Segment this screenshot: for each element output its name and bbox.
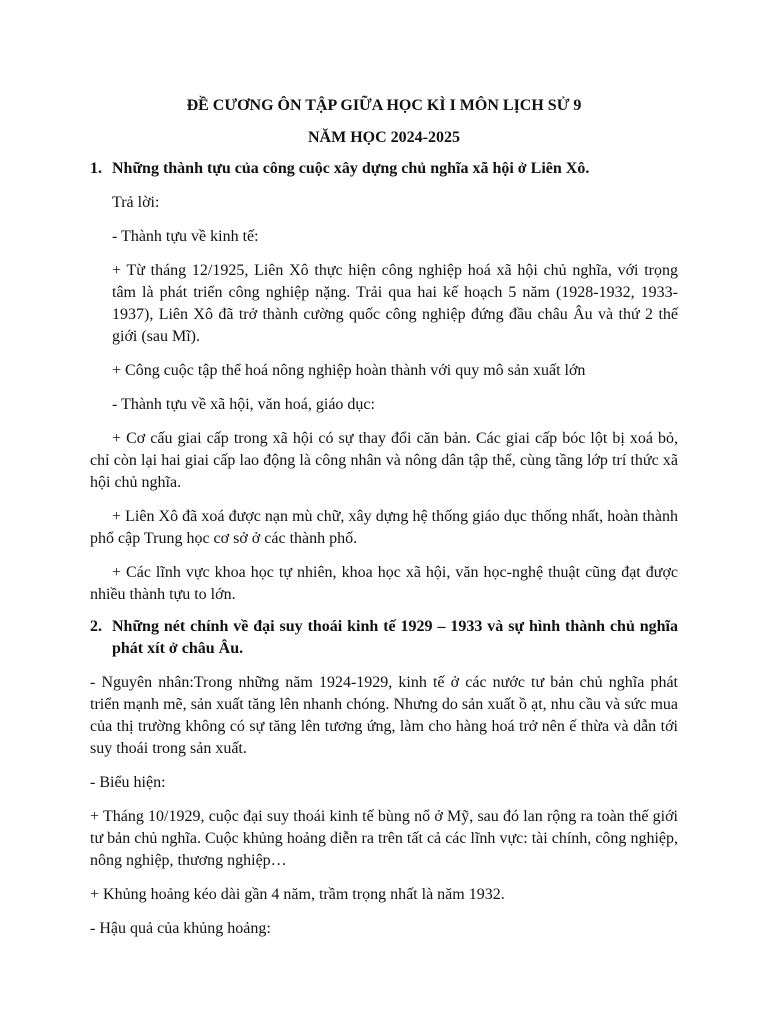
manifest-paragraph-1: + Tháng 10/1929, cuộc đại suy thoái kinh tế bùng nổ ở Mỹ, sau đó lan rộng ra toàn thế giới tư bản chủ nghĩa. Cuộc khủng hoảng diễn ra trên tất cả các lĩnh vực: tài chính, công nghiệp, nông nghiệp, thương nghiệp… — [90, 808, 678, 869]
question-2-text: Những nét chính về đại suy thoái kinh tế 1929 – 1933 và sự hình thành chủ nghĩa phát xít ở châu Âu. — [112, 618, 678, 657]
document-title: ĐỀ CƯƠNG ÔN TẬP GIỮA HỌC KÌ I MÔN LỊCH SỬ 9 — [186, 97, 582, 114]
economy-paragraph-1: + Từ tháng 12/1925, Liên Xô thực hiện công nghiệp hoá xã hội chủ nghĩa, với trọng tâm là phát triển công nghiệp nặng. Trải qua hai kế hoạch 5 năm (1928-1932, 1933-1937), Liên Xô đã trở thành cường quốc công nghiệp đứng đầu châu Âu và thứ 2 thế giới (sau Mĩ). — [112, 262, 678, 345]
manifest-heading: - Biểu hiện: — [90, 774, 166, 791]
society-heading: - Thành tựu về xã hội, văn hoá, giáo dục: — [112, 396, 375, 413]
answer-label: Trả lời: — [112, 194, 160, 211]
cause-paragraph: - Nguyên nhân:Trong những năm 1924-1929, kinh tế ở các nước tư bản chủ nghĩa phát triển mạnh mẽ, sản xuất tăng lên nhanh chóng. Nhưng do sản xuất ồ ạt, nhu cầu và sức mua của thị trường không có sự tăng lên tương ứng, làm cho hàng hoá trở nên ế thừa và dẫn tới suy thoái trong sản xuất. — [90, 674, 678, 757]
question-2-number: 2. — [90, 618, 102, 635]
question-1 — [90, 158, 678, 180]
economy-paragraph-2: + Công cuộc tập thể hoá nông nghiệp hoàn thành với quy mô sản xuất lớn — [112, 362, 586, 379]
question-1-text: Những thành tựu của công cuộc xây dựng chủ nghĩa xã hội ở Liên Xô. — [112, 160, 590, 177]
question-1-number: 1. — [90, 160, 102, 177]
consequence-heading: - Hậu quả của khủng hoảng: — [90, 920, 271, 937]
economy-heading: - Thành tựu về kinh tế: — [112, 228, 259, 245]
society-paragraph-2: + Liên Xô đã xoá được nạn mù chữ, xây dựng hệ thống giáo dục thống nhất, hoàn thành phổ cập Trung học cơ sở ở các thành phố. — [90, 508, 678, 547]
manifest-paragraph-2: + Khủng hoảng kéo dài gần 4 năm, trầm trọng nhất là năm 1932. — [90, 886, 505, 903]
document-subtitle: NĂM HỌC 2024-2025 — [308, 129, 460, 146]
society-paragraph-1: + Cơ cấu giai cấp trong xã hội có sự thay đổi căn bản. Các giai cấp bóc lột bị xoá bỏ, chỉ còn lại hai giai cấp lao động là công nhân và nông dân tập thể, cùng tầng lớp trí thức xã hội chủ nghĩa. — [90, 430, 678, 491]
society-paragraph-3: + Các lĩnh vực khoa học tự nhiên, khoa học xã hội, văn học-nghệ thuật cũng đạt được nhiều thành tựu to lớn. — [90, 564, 678, 603]
question-2 — [90, 616, 678, 660]
